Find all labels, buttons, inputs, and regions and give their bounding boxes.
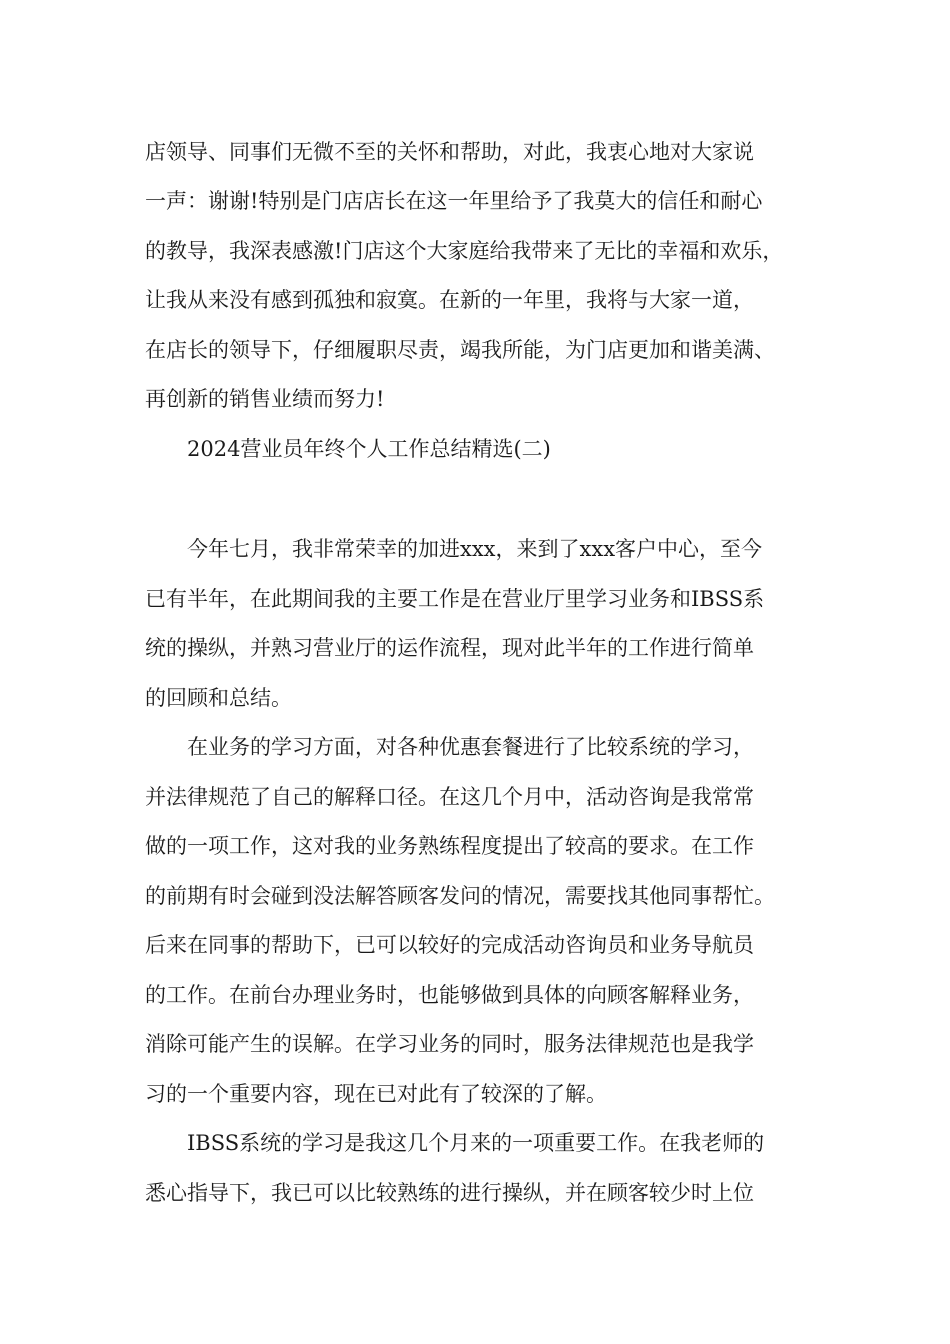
body-line: 并法律规范了自己的解释口径。在这几个月中，活动咨询是我常常: [145, 785, 754, 809]
body-line: 店领导、同事们无微不至的关怀和帮助，对此，我衷心地对大家说: [145, 140, 754, 164]
body-line: 悉心指导下，我已可以比较熟练的进行操纵，并在顾客较少时上位: [145, 1181, 754, 1205]
body-line: 的教导，我深表感激!门店这个大家庭给我带来了无比的幸福和欢乐，: [145, 239, 784, 263]
body-line: 后来在同事的帮助下，已可以较好的完成活动咨询员和业务导航员: [145, 933, 754, 957]
section-heading: 2024营业员年终个人工作总结精选(二): [187, 437, 551, 461]
body-line: 的工作。在前台办理业务时，也能够做到具体的向顾客解释业务，: [145, 983, 754, 1007]
paragraph-start-line: 今年七月，我非常荣幸的加进xxx，来到了xxx客户中心，至今: [187, 537, 763, 561]
body-line: 的回顾和总结。: [145, 686, 292, 710]
paragraph-start-line: 在业务的学习方面，对各种优惠套餐进行了比较系统的学习，: [187, 735, 754, 759]
paragraph-start-line: IBSS系统的学习是我这几个月来的一项重要工作。在我老师的: [187, 1131, 765, 1155]
body-line: 做的一项工作，这对我的业务熟练程度提出了较高的要求。在工作: [145, 834, 754, 858]
body-line: 已有半年，在此期间我的主要工作是在营业厅里学习业务和IBSS系: [145, 587, 765, 611]
body-line: 让我从来没有感到孤独和寂寞。在新的一年里，我将与大家一道，: [145, 288, 754, 312]
body-line: 习的一个重要内容，现在已对此有了较深的了解。: [145, 1082, 607, 1106]
body-line: 一声：谢谢!特别是门店店长在这一年里给予了我莫大的信任和耐心: [145, 189, 763, 213]
body-line: 在店长的领导下，仔细履职尽责，竭我所能，为门店更加和谐美满、: [145, 338, 775, 362]
body-line: 再创新的销售业绩而努力!: [145, 387, 385, 411]
body-line: 统的操纵，并熟习营业厅的运作流程，现对此半年的工作进行简单: [145, 636, 754, 660]
body-line: 的前期有时会碰到没法解答顾客发问的情况，需要找其他同事帮忙。: [145, 884, 775, 908]
body-line: 消除可能产生的误解。在学习业务的同时，服务法律规范也是我学: [145, 1032, 754, 1056]
